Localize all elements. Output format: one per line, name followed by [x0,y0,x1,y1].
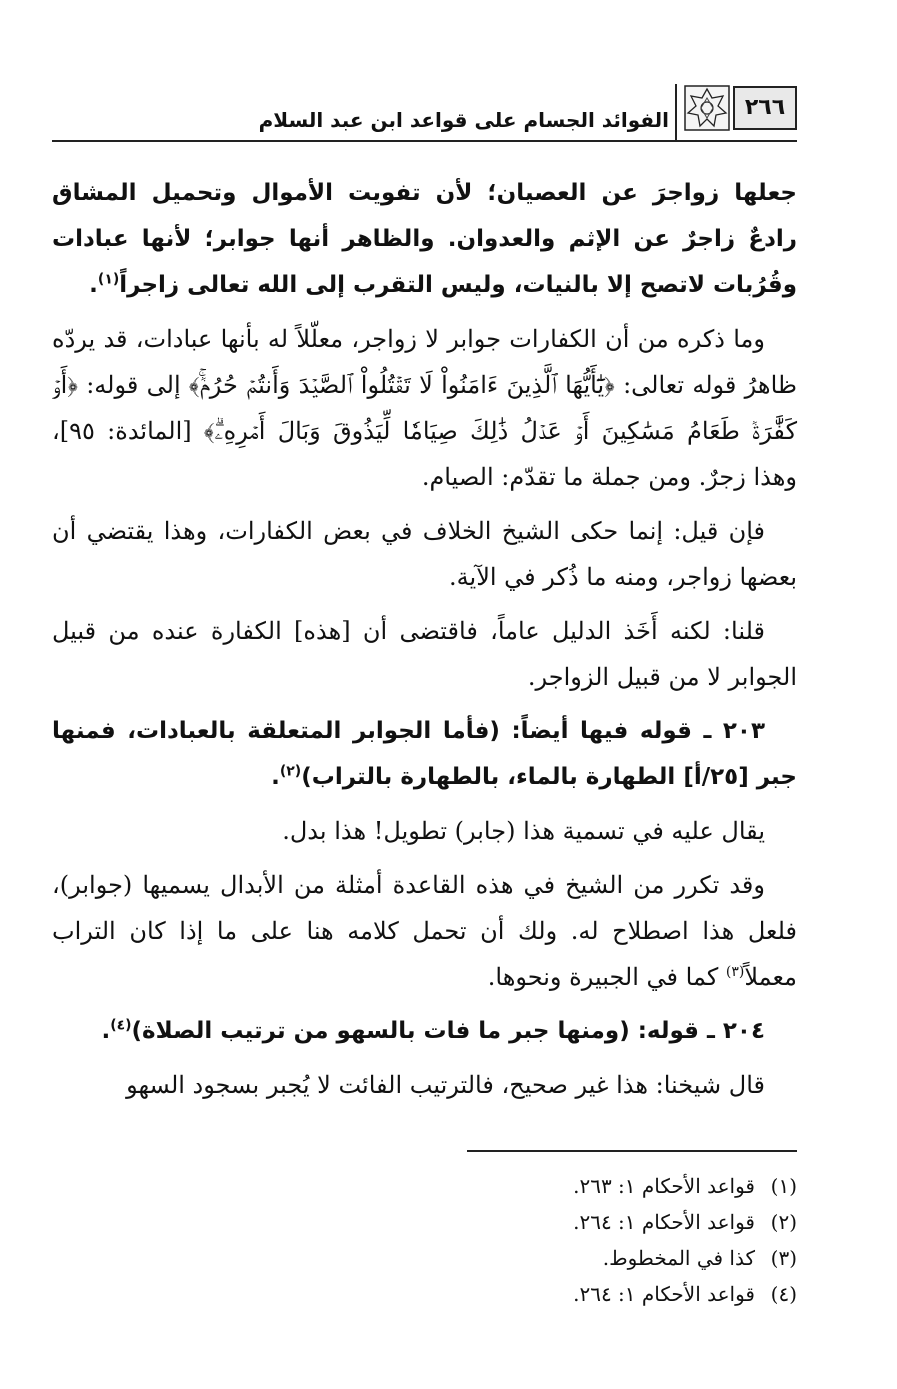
page-header [52,78,797,142]
header-divider [675,84,677,142]
paragraph-text: وقد تكرر من الشيخ في هذه القاعدة أمثلة من الأبدال يسميها (جوابر)، فلعل هذا اصطلاح له. ولك أن تحمل كلامه هنا على ما إذا كان التراب معملاً [52,871,798,991]
footnote [97,1204,797,1240]
main-text [52,170,797,1116]
footnote-ref: (٣) [725,964,745,980]
footnote [97,1240,797,1276]
paragraph: قلنا: لكنه أَخَذ الدليل عاماً، فاقتضى أن [هذه] الكفارة عنده من قبيل الجوابر لا من قبيل الزواجر. [52,617,797,691]
footnote [97,1276,797,1312]
footnote [97,1168,797,1204]
footnote-ref: (٤) [110,1017,132,1034]
paragraph: جعلها زواجرَ عن العصيان؛ لأن تفويت الأموال وتحميل المشاق رادعٌ زاجرٌ عن الإثم والعدوان. والظاهر أنها جوابر؛ لأنها عبادات وقُرُبات لاتصح إلا بالنيات، وليس التقرب إلى الله تعالى زاجراً$^{(١)}$. [52,180,797,298]
footnote-ref: (٢) [279,763,302,780]
footnote-number: (١) [770,1174,797,1198]
paragraph-text: جعلها زواجرَ عن العصيان؛ لأن تفويت الأموال وتحميل المشاق رادعٌ زاجرٌ عن الإثم والعدوان. والظاهر أنها جوابر؛ لأنها عبادات وقُرُبات لاتصح إلا بالنيات، وليس التقرب إلى الله تعالى زاجراً [52,180,797,298]
section-204: ٢٠٤ ـ قوله: (ومنها جبر ما فات بالسهو من ترتيب الصلاة)$^{(٤)}$. [101,1017,765,1044]
section-203: ٢٠٣ ـ قوله فيها أيضاً: (فأما الجوابر المتعلقة بالعبادات، فمنها جبر [٢٥/أ] الطهارة بالماء، بالطهارة بالتراب)$^{(٢)}$. [52,718,797,790]
footnote-ref: (١) [97,271,120,288]
paragraph: يقال عليه في تسمية هذا (جابر) تطويل! هذا بدل. [282,817,765,845]
paragraph: قال شيخنا: هذا غير صحيح، فالترتيب الفائت لا يُجبر بسجود السهو [126,1071,765,1099]
paragraph: فإن قيل: إنما حكى الشيخ الخلاف في بعض الكفارات، وهذا يقتضي أن بعضها زواجر، ومنه ما ذُكر في الآية. [52,517,797,591]
footnote-number: (٣) [770,1246,797,1270]
paragraph: وما ذكره من أن الكفارات جوابر لا زواجر، معلّلاً له بأنها عبادات، قد يردّه ظاهرُ قوله تعالى: ﴿يَٰٓأَيُّهَا ٱلَّذِينَ ءَامَنُواْ لَا تَقۡتُلُواْ ٱلصَّيۡدَ وَأَنتُمۡ حُرُمٞۚ﴾ إلى قوله: ﴿أَوۡ كَفَّٰرَةٞ طَعَامُ مَسَٰكِينَ أَوۡ عَدۡلُ ذَٰلِكَ صِيَامٗا لِّيَذُوقَ وَبَالَ أَمۡرِهِۦۗ﴾ [المائدة: ٩٥]، وهذا زجرٌ. ومن جملة ما تقدّم: الصيام. [52,325,797,491]
footnotes [97,1168,797,1312]
header-rule [52,140,797,142]
ornament-icon [683,84,731,132]
paragraph-text: كما في الجبيرة ونحوها. [487,963,726,991]
paragraph-text: ٢٠٤ ـ قوله: (ومنها جبر ما فات بالسهو من ترتيب الصلاة) [131,1018,765,1044]
footnote-rule [467,1150,797,1152]
footnote-number: (٤) [770,1282,797,1306]
footnote-text: قواعد الأحكام ١: ٢٦٤. [573,1210,755,1234]
paragraph-text: ٢٠٣ ـ قوله فيها أيضاً: (فأما الجوابر المتعلقة بالعبادات، فمنها جبر [٢٥/أ] الطهارة بالماء، بالطهارة بالتراب) [52,718,797,790]
footnote-number: (٢) [770,1210,797,1234]
footnote-text: قواعد الأحكام ١: ٢٦٣. [573,1174,755,1198]
footnote-text: كذا في المخطوط. [602,1246,755,1270]
running-title: الفوائد الجسام على قواعد ابن عبد السلام [258,108,669,132]
page-number: ٢٦٦ [733,86,797,130]
paragraph [52,862,797,1000]
footnote-text: قواعد الأحكام ١: ٢٦٤. [573,1282,755,1306]
